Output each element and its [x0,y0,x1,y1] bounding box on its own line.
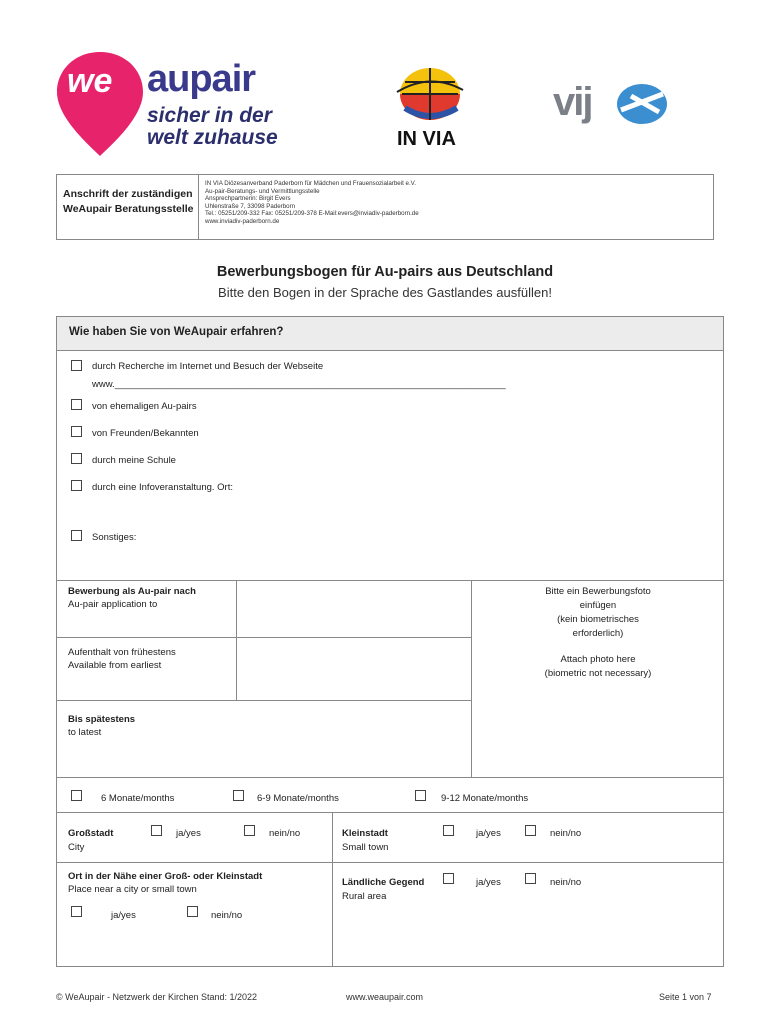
to-label: Bis spätestens [68,714,136,725]
source-section [56,316,724,581]
source-header [57,317,723,351]
address-line: Ansprechpartnerin: Birgit Evers [205,195,291,203]
address-line: Uhlenstraße 7, 33098 Paderborn [205,202,296,210]
checkbox-6-months[interactable] [71,790,82,801]
footer-left: © WeAupair - Netzwerk der Kirchen Stand: 1/2022 [56,992,258,1002]
from-label: Aufenthalt von frühestens [68,647,176,658]
duration-9-12-label: 9-12 Monate/months [441,793,529,804]
checkbox-info-event[interactable] [71,480,82,491]
photo-instruction-en: (biometric not necessary) [544,668,652,679]
small-town-label-en: Small town [342,842,389,853]
logo-slogan-1: sicher in der [147,104,272,127]
address-label: Anschrift der zuständigen WeAupair Beratungsstelle [63,188,194,215]
checkbox-internet[interactable] [71,360,82,371]
vij-logo [553,78,673,133]
checkbox-city-no[interactable] [244,825,255,836]
checkbox-school[interactable] [71,453,82,464]
duration-6-label: 6 Monate/months [101,793,175,804]
option-other-label: Sonstiges: [92,532,137,543]
duration-6-9-label: 6-9 Monate/months [257,793,339,804]
rural-label-en: Rural area [342,891,387,902]
address-line: IN VIA Diözesanverband Paderborn für Mädchen und Frauensozialarbeit e.V. [205,180,416,187]
photo-area[interactable] [472,585,724,681]
option-info-event-label: durch eine Infoveranstaltung. Ort: [92,482,233,493]
vij-text: vij [553,80,592,124]
rural-label: Ländliche Gegend [342,877,425,888]
website-field[interactable]: www.__________________________________________________________________________ [92,379,506,390]
option-internet-label: durch Recherche im Internet und Besuch der Webseite [92,361,324,372]
from-label-en: Available from earliest [68,660,162,671]
logo-we: we [67,62,113,100]
checkbox-other[interactable] [71,530,82,541]
checkbox-former-aupairs[interactable] [71,399,82,410]
option-school-label: durch meine Schule [92,455,176,466]
footer-center: www.weaupair.com [346,992,424,1002]
checkbox-small-town-no[interactable] [525,825,536,836]
divider [198,174,199,240]
city-label-en: City [68,842,85,853]
checkbox-rural-yes[interactable] [443,873,454,884]
invia-text: IN VIA [397,128,456,150]
divider [332,812,333,967]
address-line: Au-pair-Beratungs- und Vermittlungsstelle [205,187,320,195]
city-no-label: nein/no [269,828,301,839]
rural-yes-label: ja/yes [476,877,501,888]
near-city-yes-label: ja/yes [111,910,136,921]
photo-instruction: (kein biometrisches [557,614,639,625]
divider [56,862,724,863]
address-line: www.inviadiv-paderborn.de [205,217,280,225]
address-lines [205,180,705,226]
small-town-yes-label: ja/yes [476,828,501,839]
to-label-en: to latest [68,727,102,738]
near-city-label: Ort in der Nähe einer Groß- oder Kleinstadt [68,871,263,882]
bewerbung-label-en: Au-pair application to [68,599,158,610]
weaupair-logo [55,48,300,158]
checkbox-near-city-yes[interactable] [71,906,82,917]
small-town-label: Kleinstadt [342,828,388,839]
logo-slogan-2: welt zuhause [147,126,278,149]
photo-instruction: einfügen [579,600,617,611]
address-box [56,174,714,240]
city-label: Großstadt [68,828,114,839]
small-town-no-label: nein/no [550,828,582,839]
checkbox-near-city-no[interactable] [187,906,198,917]
to-date-field[interactable] [56,701,471,778]
checkbox-small-town-yes[interactable] [443,825,454,836]
logo-aupair: aupair [147,58,256,100]
near-city-no-label: nein/no [211,910,243,921]
photo-instruction-en: Attach photo here [560,654,636,665]
vij-emblem-icon [615,82,669,126]
photo-instruction: erforderlich) [572,628,624,639]
page-title: Bewerbungsbogen für Au-pairs aus Deutschland [216,264,554,280]
option-friends-label: von Freunden/Bekannten [92,428,199,439]
globe-icon [385,62,475,132]
city-yes-label: ja/yes [176,828,201,839]
checkbox-city-yes[interactable] [151,825,162,836]
address-line: Tel.: 05251/209-332 Fax: 05251/209-378 E-Mail:evers@inviadiv-paderborn.de [205,210,419,218]
footer-page-number: Seite 1 von 7 [659,992,712,1002]
invia-logo [385,62,475,158]
checkbox-6-9-months[interactable] [233,790,244,801]
checkbox-9-12-months[interactable] [415,790,426,801]
checkbox-friends[interactable] [71,426,82,437]
bewerbung-label: Bewerbung als Au-pair nach [68,586,196,597]
option-former-aupairs-label: von ehemaligen Au-pairs [92,401,197,412]
page-subtitle: Bitte den Bogen in der Sprache des Gastlandes ausfüllen! [218,285,552,300]
near-city-label-en: Place near a city or small town [68,884,197,895]
photo-instruction: Bitte ein Bewerbungsfoto [545,586,651,597]
destination-field[interactable] [237,581,471,637]
from-date-field[interactable] [237,638,471,700]
rural-no-label: nein/no [550,877,582,888]
checkbox-rural-no[interactable] [525,873,536,884]
source-heading: Wie haben Sie von WeAupair erfahren? [69,326,284,338]
